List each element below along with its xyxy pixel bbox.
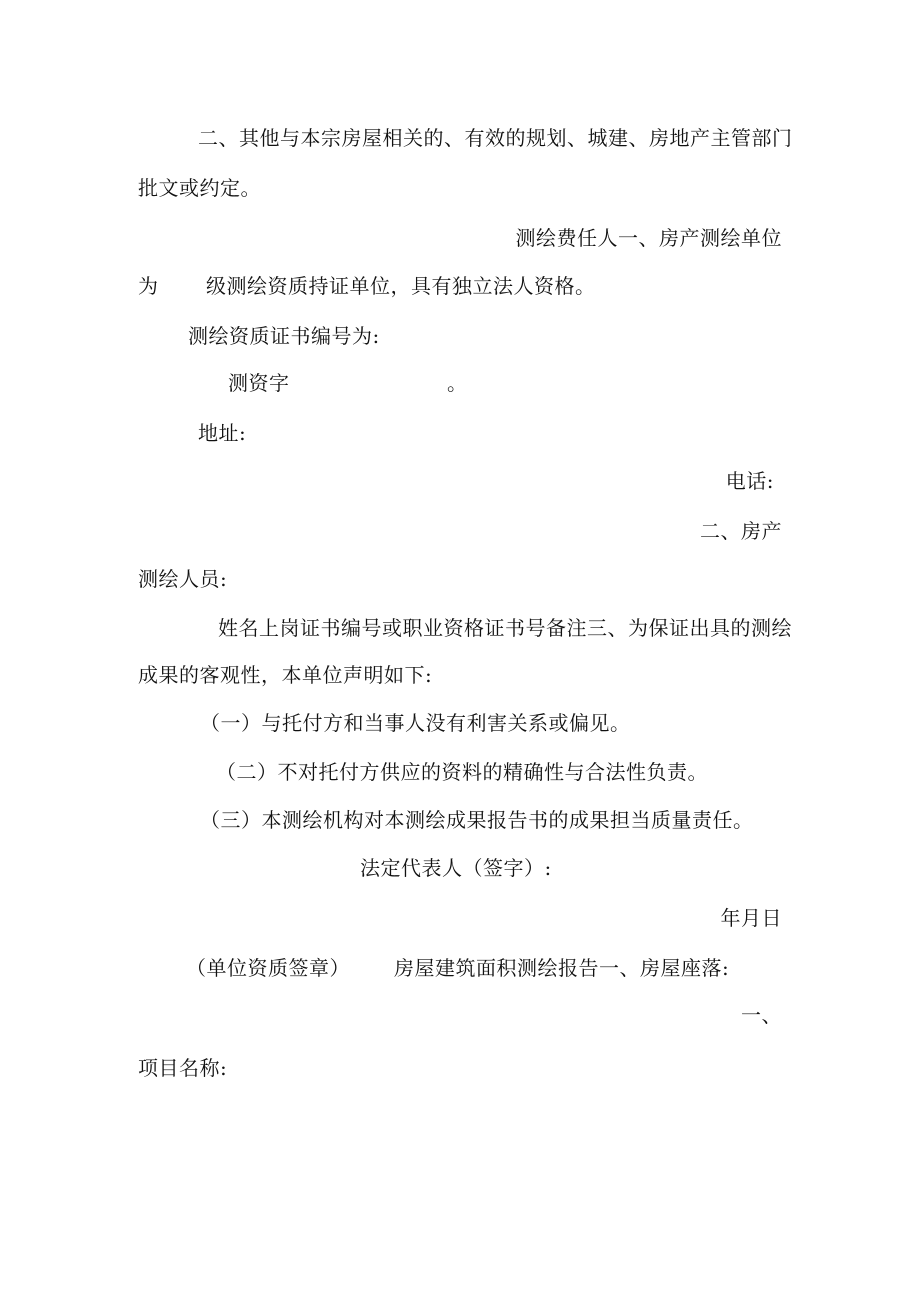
certificate-number-label: 测绘资质证书编号为:: [188, 324, 380, 348]
qualification-statement: 级测绘资质持证单位，具有独立法人资格。: [206, 274, 596, 298]
surveyor-label: 测绘人员:: [138, 567, 228, 591]
qualification-prefix: 为: [138, 274, 159, 298]
declaration-item-2: （二）不对托付方供应的资料的精确性与合法性负责。: [216, 760, 708, 784]
declaration-item-3: （三）本测绘机构对本测绘成果报告书的成果担当质量责任。: [200, 808, 754, 832]
unit-seal-label: （单位资质签章）: [186, 956, 350, 980]
legal-representative-signature: 法定代表人（签字）:: [360, 856, 552, 880]
report-title-and-location: 房屋建筑面积测绘报告一、房屋座落:: [394, 956, 730, 980]
section-one-marker: 一、: [741, 1003, 782, 1027]
surveying-unit-heading: 测绘费任人一、房产测绘单位: [515, 226, 782, 250]
certificate-prefix: 测资字: [228, 371, 290, 395]
certificate-end-mark: 。: [447, 371, 468, 395]
project-name-label: 项目名称:: [138, 1056, 228, 1080]
address-label: 地址:: [198, 421, 247, 445]
staff-columns-and-clause-three: 姓名上岗证书编号或职业资格证书号备注三、为保证出具的测绘: [218, 616, 792, 640]
phone-label: 电话:: [725, 469, 774, 493]
surveyor-heading: 二、房产: [700, 519, 782, 543]
declaration-item-1: （一）与托付方和当事人没有利害关系或偏见。: [200, 711, 631, 735]
clause-three-continuation: 成果的客观性，本单位声明如下:: [138, 663, 433, 687]
clause-two-line: 二、其他与本宗房屋相关的、有效的规划、城建、房地产主管部门: [198, 126, 793, 150]
clause-two-continuation: 批文或约定。: [138, 176, 261, 200]
date-line: 年月日: [720, 906, 782, 930]
